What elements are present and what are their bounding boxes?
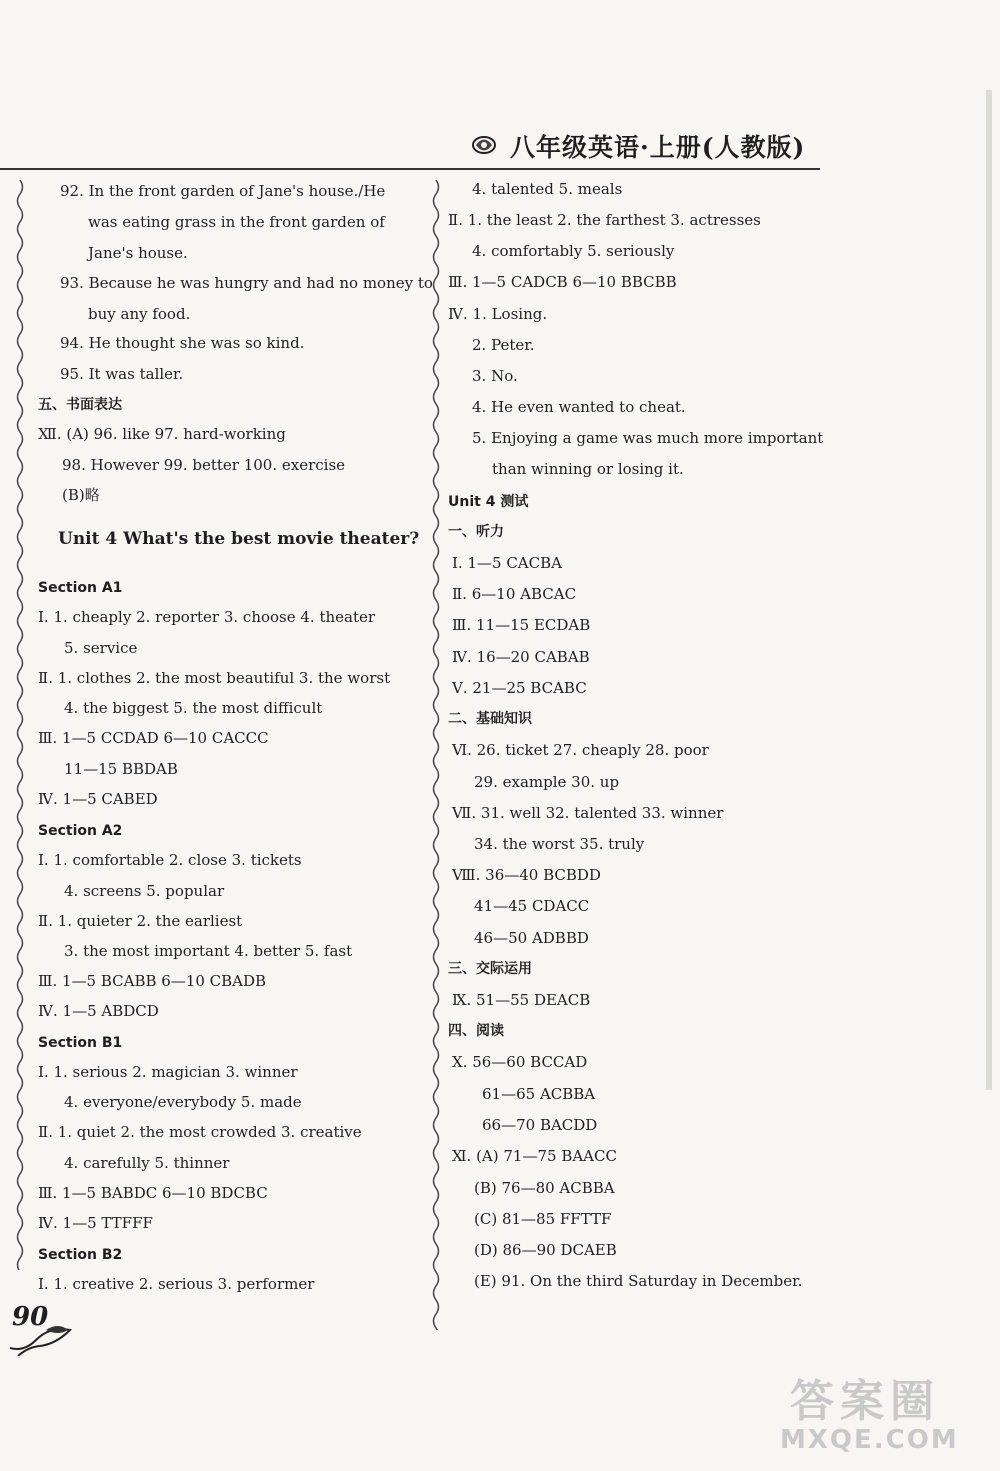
- answer-line: was eating grass in the front garden of: [88, 213, 385, 231]
- answer-line: Ⅳ. 1—5 CABED: [38, 790, 158, 808]
- section-heading: Unit 4 What's the best movie theater?: [58, 529, 420, 549]
- answer-line: (B) 76—80 ACBBA: [474, 1179, 615, 1197]
- answer-line: 4. He even wanted to cheat.: [472, 398, 686, 416]
- answer-line: 95. It was taller.: [60, 365, 184, 383]
- answer-line: 5. service: [64, 639, 138, 657]
- answer-line: Ⅰ. 1. cheaply 2. reporter 3. choose 4. theater: [38, 608, 376, 626]
- answer-line: 2. Peter.: [472, 336, 535, 354]
- answer-line: 98. However 99. better 100. exercise: [62, 456, 346, 474]
- section-heading: Section B1: [38, 1035, 123, 1051]
- section-heading: 四、阅读: [448, 1023, 504, 1039]
- section-heading: 三、交际运用: [448, 961, 532, 977]
- answer-line: Ⅱ. 6—10 ABCAC: [452, 585, 577, 603]
- book-title: 八年级英语·上册(人教版): [510, 133, 806, 162]
- answer-line: Ⅰ. 1. serious 2. magician 3. winner: [38, 1063, 298, 1081]
- answer-line: Ⅱ. 1. quieter 2. the earliest: [38, 912, 243, 930]
- section-heading: Section B2: [38, 1247, 123, 1263]
- answer-line: (E) 91. On the third Saturday in December.: [474, 1272, 803, 1290]
- answer-line: Ⅰ. 1. creative 2. serious 3. performer: [38, 1275, 315, 1293]
- answer-line: 4. carefully 5. thinner: [64, 1154, 230, 1172]
- answer-line: 94. He thought she was so kind.: [60, 334, 305, 352]
- answer-line: 3. No.: [472, 367, 518, 385]
- answer-line: Ⅹ. 56—60 BCCAD: [452, 1053, 588, 1071]
- answer-line: Ⅲ. 11—15 ECDAB: [452, 616, 591, 634]
- right-answer-column: [0, 176, 1000, 1316]
- answer-line: 34. the worst 35. truly: [474, 835, 645, 853]
- answer-line: Ⅳ. 1—5 ABDCD: [38, 1002, 159, 1020]
- answer-line: Ⅱ. 1. quiet 2. the most crowded 3. creative: [38, 1123, 362, 1141]
- answer-line: 4. the biggest 5. the most difficult: [64, 699, 323, 717]
- answer-line: 11—15 BBDAB: [64, 760, 178, 778]
- watermark-url: MXQE.COM: [780, 1425, 959, 1455]
- answer-line: Ⅰ. 1. comfortable 2. close 3. tickets: [38, 851, 302, 869]
- section-heading: 五、书面表达: [38, 397, 122, 413]
- answer-line: 4. everyone/everybody 5. made: [64, 1093, 302, 1111]
- answer-line: Ⅲ. 1—5 CCDAD 6—10 CACCC: [38, 729, 269, 747]
- answer-line: Ⅻ. (A) 96. like 97. hard-working: [38, 425, 286, 443]
- answer-line: 4. comfortably 5. seriously: [472, 242, 675, 260]
- answer-line: (B)略: [62, 486, 100, 504]
- answer-line: Ⅺ. (A) 71—75 BAACC: [452, 1147, 617, 1165]
- answer-line: Ⅷ. 36—40 BCBDD: [452, 866, 601, 884]
- answer-line: Ⅰ. 1—5 CACBA: [452, 554, 562, 572]
- answer-line: Ⅸ. 51—55 DEACB: [452, 991, 591, 1009]
- answer-line: 61—65 ACBBA: [482, 1085, 596, 1103]
- flower-icon: [470, 132, 498, 158]
- section-heading: 一、听力: [448, 524, 504, 540]
- page-number: 90: [12, 1302, 49, 1332]
- section-heading: Unit 4 测试: [448, 494, 529, 510]
- answer-line: Ⅴ. 21—25 BCABC: [452, 679, 587, 697]
- answer-line: 41—45 CDACC: [474, 897, 590, 915]
- answer-line: Ⅱ. 1. the least 2. the farthest 3. actresses: [448, 211, 761, 229]
- answer-line: (C) 81—85 FFTTF: [474, 1210, 612, 1228]
- answer-line: 4. screens 5. popular: [64, 882, 225, 900]
- answer-line: 3. the most important 4. better 5. fast: [64, 942, 353, 960]
- section-heading: Section A1: [38, 580, 123, 596]
- answer-line: Ⅱ. 1. clothes 2. the most beautiful 3. the worst: [38, 669, 391, 687]
- answer-line: Ⅲ. 1—5 BCABB 6—10 CBADB: [38, 972, 267, 990]
- answer-line: 46—50 ADBBD: [474, 929, 589, 947]
- page-header: [470, 128, 815, 166]
- answer-line: 29. example 30. up: [474, 773, 620, 791]
- section-heading: 二、基础知识: [448, 711, 532, 727]
- answer-line: Ⅵ. 26. ticket 27. cheaply 28. poor: [452, 741, 709, 759]
- header-rule: [0, 168, 820, 170]
- answer-line: buy any food.: [88, 305, 191, 323]
- watermark-logo-text: 答案圈: [790, 1376, 940, 1427]
- watermark: [760, 1365, 990, 1465]
- answer-line: Ⅳ. 1—5 TTFFF: [38, 1214, 153, 1232]
- answer-line: than winning or losing it.: [492, 460, 684, 478]
- answer-line: 92. In the front garden of Jane's house./He: [60, 182, 386, 200]
- answer-line: 5. Enjoying a game was much more important: [472, 429, 824, 447]
- page-number-badge: [6, 1300, 66, 1356]
- answer-line: 93. Because he was hungry and had no money to: [60, 274, 433, 292]
- answer-line: (D) 86—90 DCAEB: [474, 1241, 617, 1259]
- answer-line: Jane's house.: [88, 244, 188, 262]
- answer-line: Ⅳ. 16—20 CABAB: [452, 648, 590, 666]
- answer-line: Ⅳ. 1. Losing.: [448, 305, 548, 323]
- answer-line: 66—70 BACDD: [482, 1116, 598, 1134]
- section-heading: Section A2: [38, 823, 123, 839]
- answer-line: Ⅲ. 1—5 CADCB 6—10 BBCBB: [448, 273, 677, 291]
- answer-line: Ⅲ. 1—5 BABDC 6—10 BDCBC: [38, 1184, 268, 1202]
- answer-line: 4. talented 5. meals: [472, 180, 623, 198]
- answer-line: Ⅶ. 31. well 32. talented 33. winner: [452, 804, 724, 822]
